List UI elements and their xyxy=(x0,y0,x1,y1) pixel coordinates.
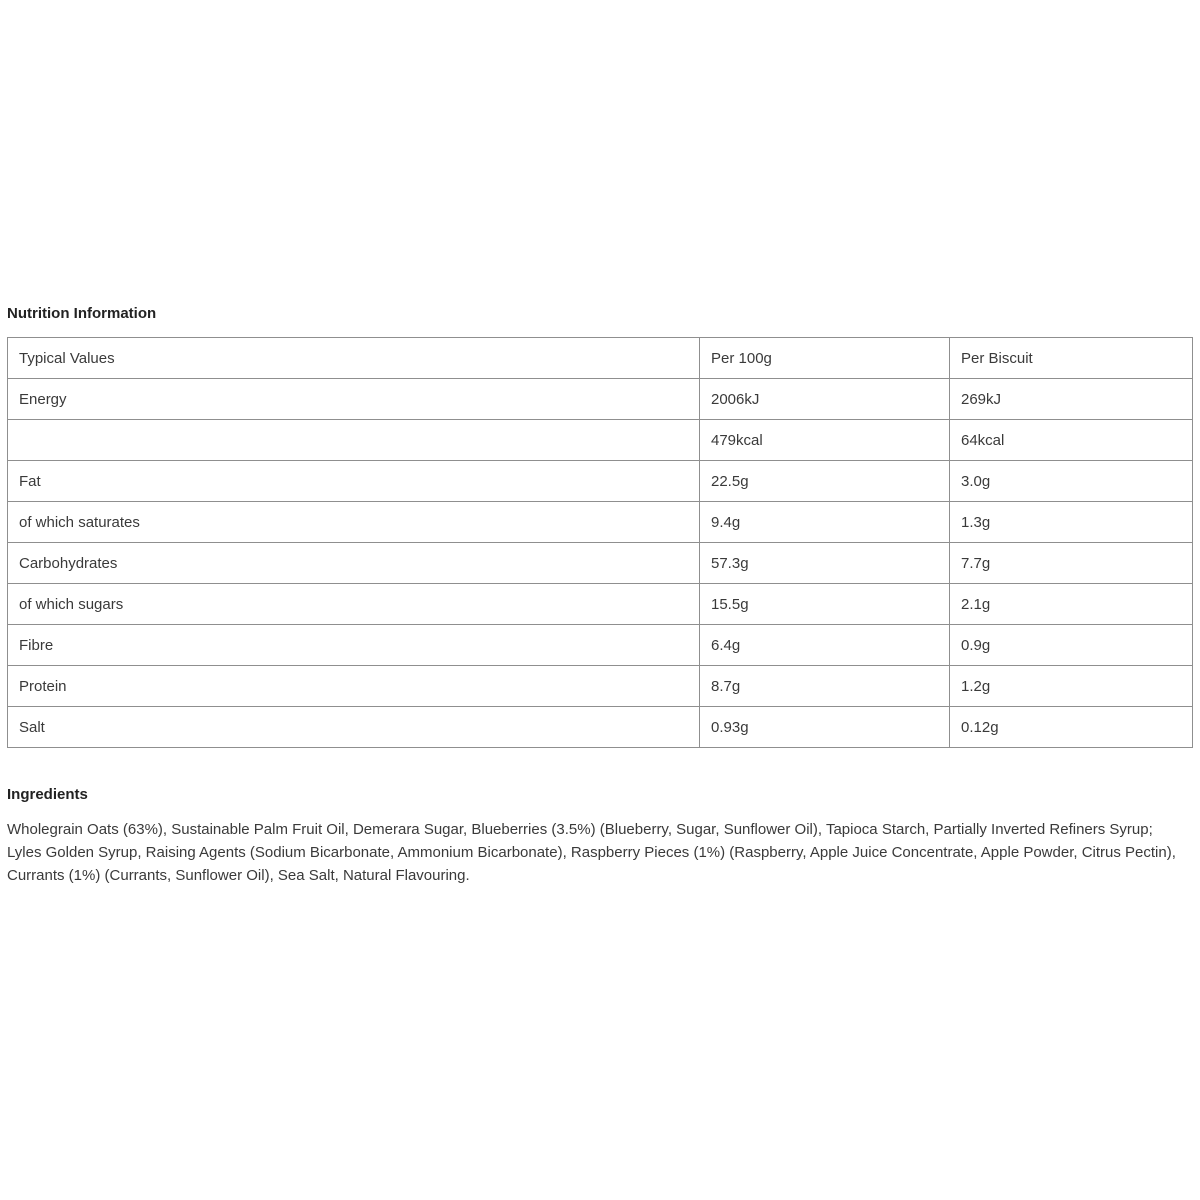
header-per-biscuit: Per Biscuit xyxy=(950,338,1193,379)
row-per-biscuit: 3.0g xyxy=(950,461,1193,502)
table-row xyxy=(8,543,1193,584)
row-label: Fibre xyxy=(8,625,700,666)
row-per-biscuit: 269kJ xyxy=(950,379,1193,420)
row-per-100g: 15.5g xyxy=(700,584,950,625)
row-per-biscuit: 64kcal xyxy=(950,420,1193,461)
row-per-biscuit: 1.3g xyxy=(950,502,1193,543)
table-header-row xyxy=(8,338,1193,379)
row-per-100g: 8.7g xyxy=(700,666,950,707)
row-label: Fat xyxy=(8,461,700,502)
table-row xyxy=(8,584,1193,625)
row-label: of which saturates xyxy=(8,502,700,543)
row-per-100g: 2006kJ xyxy=(700,379,950,420)
table-row xyxy=(8,379,1193,420)
row-per-100g: 0.93g xyxy=(700,707,950,748)
product-info xyxy=(7,303,1192,887)
nutrition-title: Nutrition Information xyxy=(7,305,157,322)
table-row xyxy=(8,707,1193,748)
row-label: Protein xyxy=(8,666,700,707)
table-row xyxy=(8,461,1193,502)
row-label: of which sugars xyxy=(8,584,700,625)
ingredients-title: Ingredients xyxy=(7,786,88,803)
row-label xyxy=(8,420,700,461)
nutrition-table xyxy=(7,337,1193,748)
header-per-100g: Per 100g xyxy=(700,338,950,379)
row-per-biscuit: 0.12g xyxy=(950,707,1193,748)
row-per-100g: 6.4g xyxy=(700,625,950,666)
row-per-100g: 479kcal xyxy=(700,420,950,461)
row-per-100g: 22.5g xyxy=(700,461,950,502)
row-per-100g: 9.4g xyxy=(700,502,950,543)
row-per-100g: 57.3g xyxy=(700,543,950,584)
table-row xyxy=(8,420,1193,461)
ingredients-text: Wholegrain Oats (63%), Sustainable Palm Fruit Oil, Demerara Sugar, Blueberries (3.5%) (Blueberry, Sugar, Sunflower Oil), Tapioca Starch, Partially Inverted Refiners Syrup; Lyles Golden Syrup, Raising Agents (Sodium Bicarbonate, Ammonium Bicarbonate), Raspberry Pieces (1%) (Raspberry, Apple Juice Concentrate, Apple Powder, Citrus Pectin), Currants (1%) (Currants, Sunflower Oil), Sea Salt, Natural Flavouring. xyxy=(7,821,1176,884)
row-per-biscuit: 0.9g xyxy=(950,625,1193,666)
row-label: Salt xyxy=(8,707,700,748)
row-per-biscuit: 2.1g xyxy=(950,584,1193,625)
header-typical-values: Typical Values xyxy=(8,338,700,379)
table-row xyxy=(8,666,1193,707)
table-row xyxy=(8,502,1193,543)
row-label: Energy xyxy=(8,379,700,420)
row-per-biscuit: 1.2g xyxy=(950,666,1193,707)
row-label: Carbohydrates xyxy=(8,543,700,584)
table-row xyxy=(8,625,1193,666)
row-per-biscuit: 7.7g xyxy=(950,543,1193,584)
